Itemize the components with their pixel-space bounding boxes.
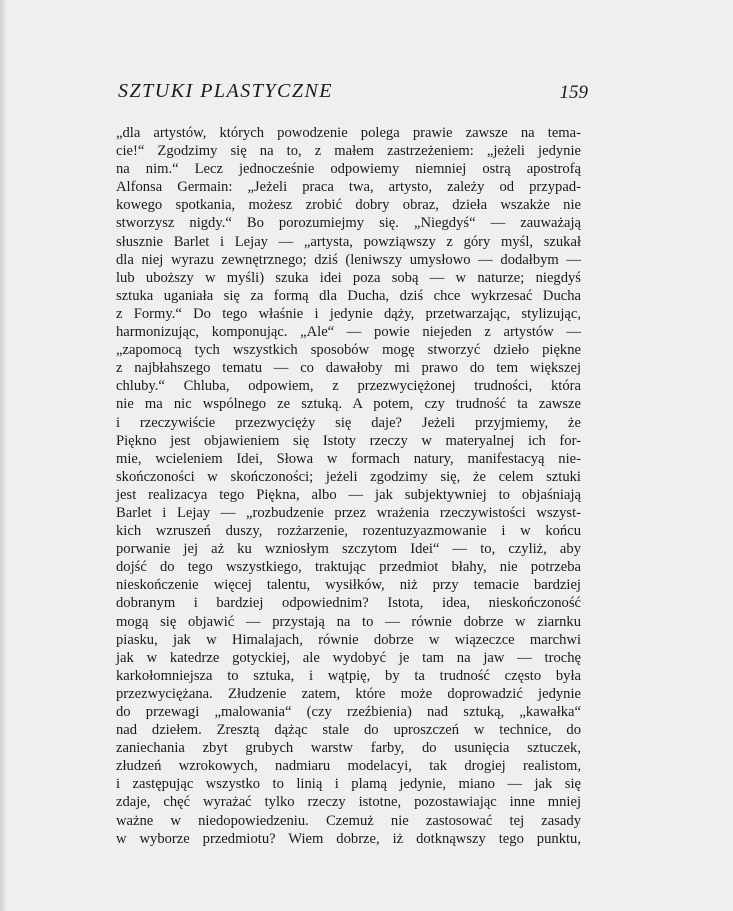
text-line: dobranym i bardziej odpowiednim? Istota, idea, nieskończoność: [116, 595, 581, 612]
text-line: cie!“ Zgodzimy się na to, z małem zastrzeżeniem: „jeżeli jedynie: [116, 143, 581, 160]
text-line: ważne w niedopowiedzeniu. Czemuż nie zastosować tej zasady: [116, 812, 581, 829]
text-line: mie, wcieleniem Idei, Słowa w formach natury, manifestacyą nie-: [116, 450, 581, 467]
text-line: jak w katedrze gotyckiej, ale wydobyć je tam na jaw — trochę: [116, 649, 581, 666]
text-line: karkołomniejsza to sztuka, i wątpię, by ta trudność często była: [116, 667, 581, 684]
text-line: z Formy.“ Do tego właśnie i jedynie dąży, przetwarzając, stylizując,: [116, 305, 581, 322]
text-line: „zapomocą tych wszystkich sposobów mogę stworzyć dzieło piękne: [116, 342, 581, 359]
text-line: sztuka uganiała się za formą dla Ducha, dziś chce wykrzesać Ducha: [116, 287, 581, 304]
running-head: [118, 78, 588, 108]
text-line: porwanie jej aż ku wzniosłym szczytom Idei“ — to, czyliż, aby: [116, 541, 581, 558]
text-line: jest realizacya tego Piękna, albo — jak subjektywniej to objaśniają: [116, 486, 581, 503]
text-line: Piękno jest objawieniem się Istoty rzeczy w materyalnej ich for-: [116, 432, 581, 449]
text-line: zdaje, chęć wyrażać tylko rzeczy istotne, pozostawiając inne mniej: [116, 794, 581, 811]
text-line: chluby.“ Chluba, odpowiem, z przezwyciężonej trudności, która: [116, 378, 581, 395]
text-line: do przewagi „malowania“ (czy rzeźbienia) nad sztuką, „kawałka“: [116, 704, 581, 720]
text-line: Alfonsa Germain: „Jeżeli praca twa, artysto, zależy od przypad-: [116, 179, 581, 196]
text-line: „dla artystów, których powodzenie polega prawie zawsze na tema-: [116, 125, 581, 141]
text-line: dla niej wyrazu zewnętrznego; dziś (leniwszy umysłowo — dodałbym —: [116, 251, 581, 268]
text-line: skończoności w skończoności; jeżeli zgodzimy się, że celem sztuki: [116, 468, 581, 485]
text-line: kowego spotkania, możesz zrobić dobry obraz, dzieła wszakże nie: [116, 197, 581, 214]
text-line: stworzysz nigdy.“ Bo porozumiejmy się. „Niegdyś“ — zauważają: [116, 215, 581, 232]
body-paragraph: [116, 124, 581, 848]
text-line: kich wzruszeń duszy, rozżarzenie, rozentuzyazmowanie i w końcu: [116, 523, 581, 540]
text-line: i rzeczywiście przezwycięży się daje? Jeżeli przyjmiemy, że: [116, 414, 581, 431]
text-line: w wyborze przedmiotu? Wiem dobrze, iż dotknąwszy tego punktu,: [116, 830, 581, 847]
text-line: harmonizując, komponując. „Ale“ — powie niejeden z artystów —: [116, 324, 581, 341]
text-line: z najbłahszego tematu — co dawałoby mi prawo do tem większej: [116, 360, 581, 377]
running-title: SZTUKI PLASTYCZNE: [118, 80, 334, 102]
text-line: nad dziełem. Zresztą dążąc stale do uproszczeń w technice, do: [116, 722, 581, 739]
text-line: i zastępując wszystko to linią i plamą jedynie, miano — jak się: [116, 776, 581, 793]
text-line: złudzeń wzrokowych, nadmiaru modelacyi, tak drogiej realistom,: [116, 758, 581, 775]
text-line: zaniechania zbyt grubych warstw farby, do usunięcia sztuczek,: [116, 740, 581, 757]
text-line: nieskończenie więcej talentu, wysiłków, niż przy temacie bardziej: [116, 577, 581, 594]
page-number: 159: [559, 82, 588, 103]
text-line: przezwyciężana. Złudzenie zatem, które może doprowadzić jedynie: [116, 685, 581, 702]
text-line: słusznie Barlet i Lejay — „artysta, powziąwszy z góry myśl, szukał: [116, 233, 581, 250]
text-line: lub uboższy w myśli) szuka idei poza sobą — w naturze; niegdyś: [116, 269, 581, 286]
text-line: piasku, jak w Himalajach, równie dobrze w wiązeczce marchwi: [116, 631, 581, 648]
text-line: na nim.“ Lecz jednocześnie odpowiemy niemniej ostrą apostrofą: [116, 161, 581, 178]
text-line: dojść do tego wszystkiego, traktując przedmiot błahy, nie potrzeba: [116, 559, 581, 576]
text-line: mogą się objawić — przystają na to — równie dobrze w ziarnku: [116, 613, 581, 630]
text-line: Barlet i Lejay — „rozbudzenie przez wrażenia rzeczywistości wszyst-: [116, 504, 581, 521]
text-line: nie ma nic wspólnego ze sztuką. A potem, czy trudność ta zawsze: [116, 396, 581, 413]
